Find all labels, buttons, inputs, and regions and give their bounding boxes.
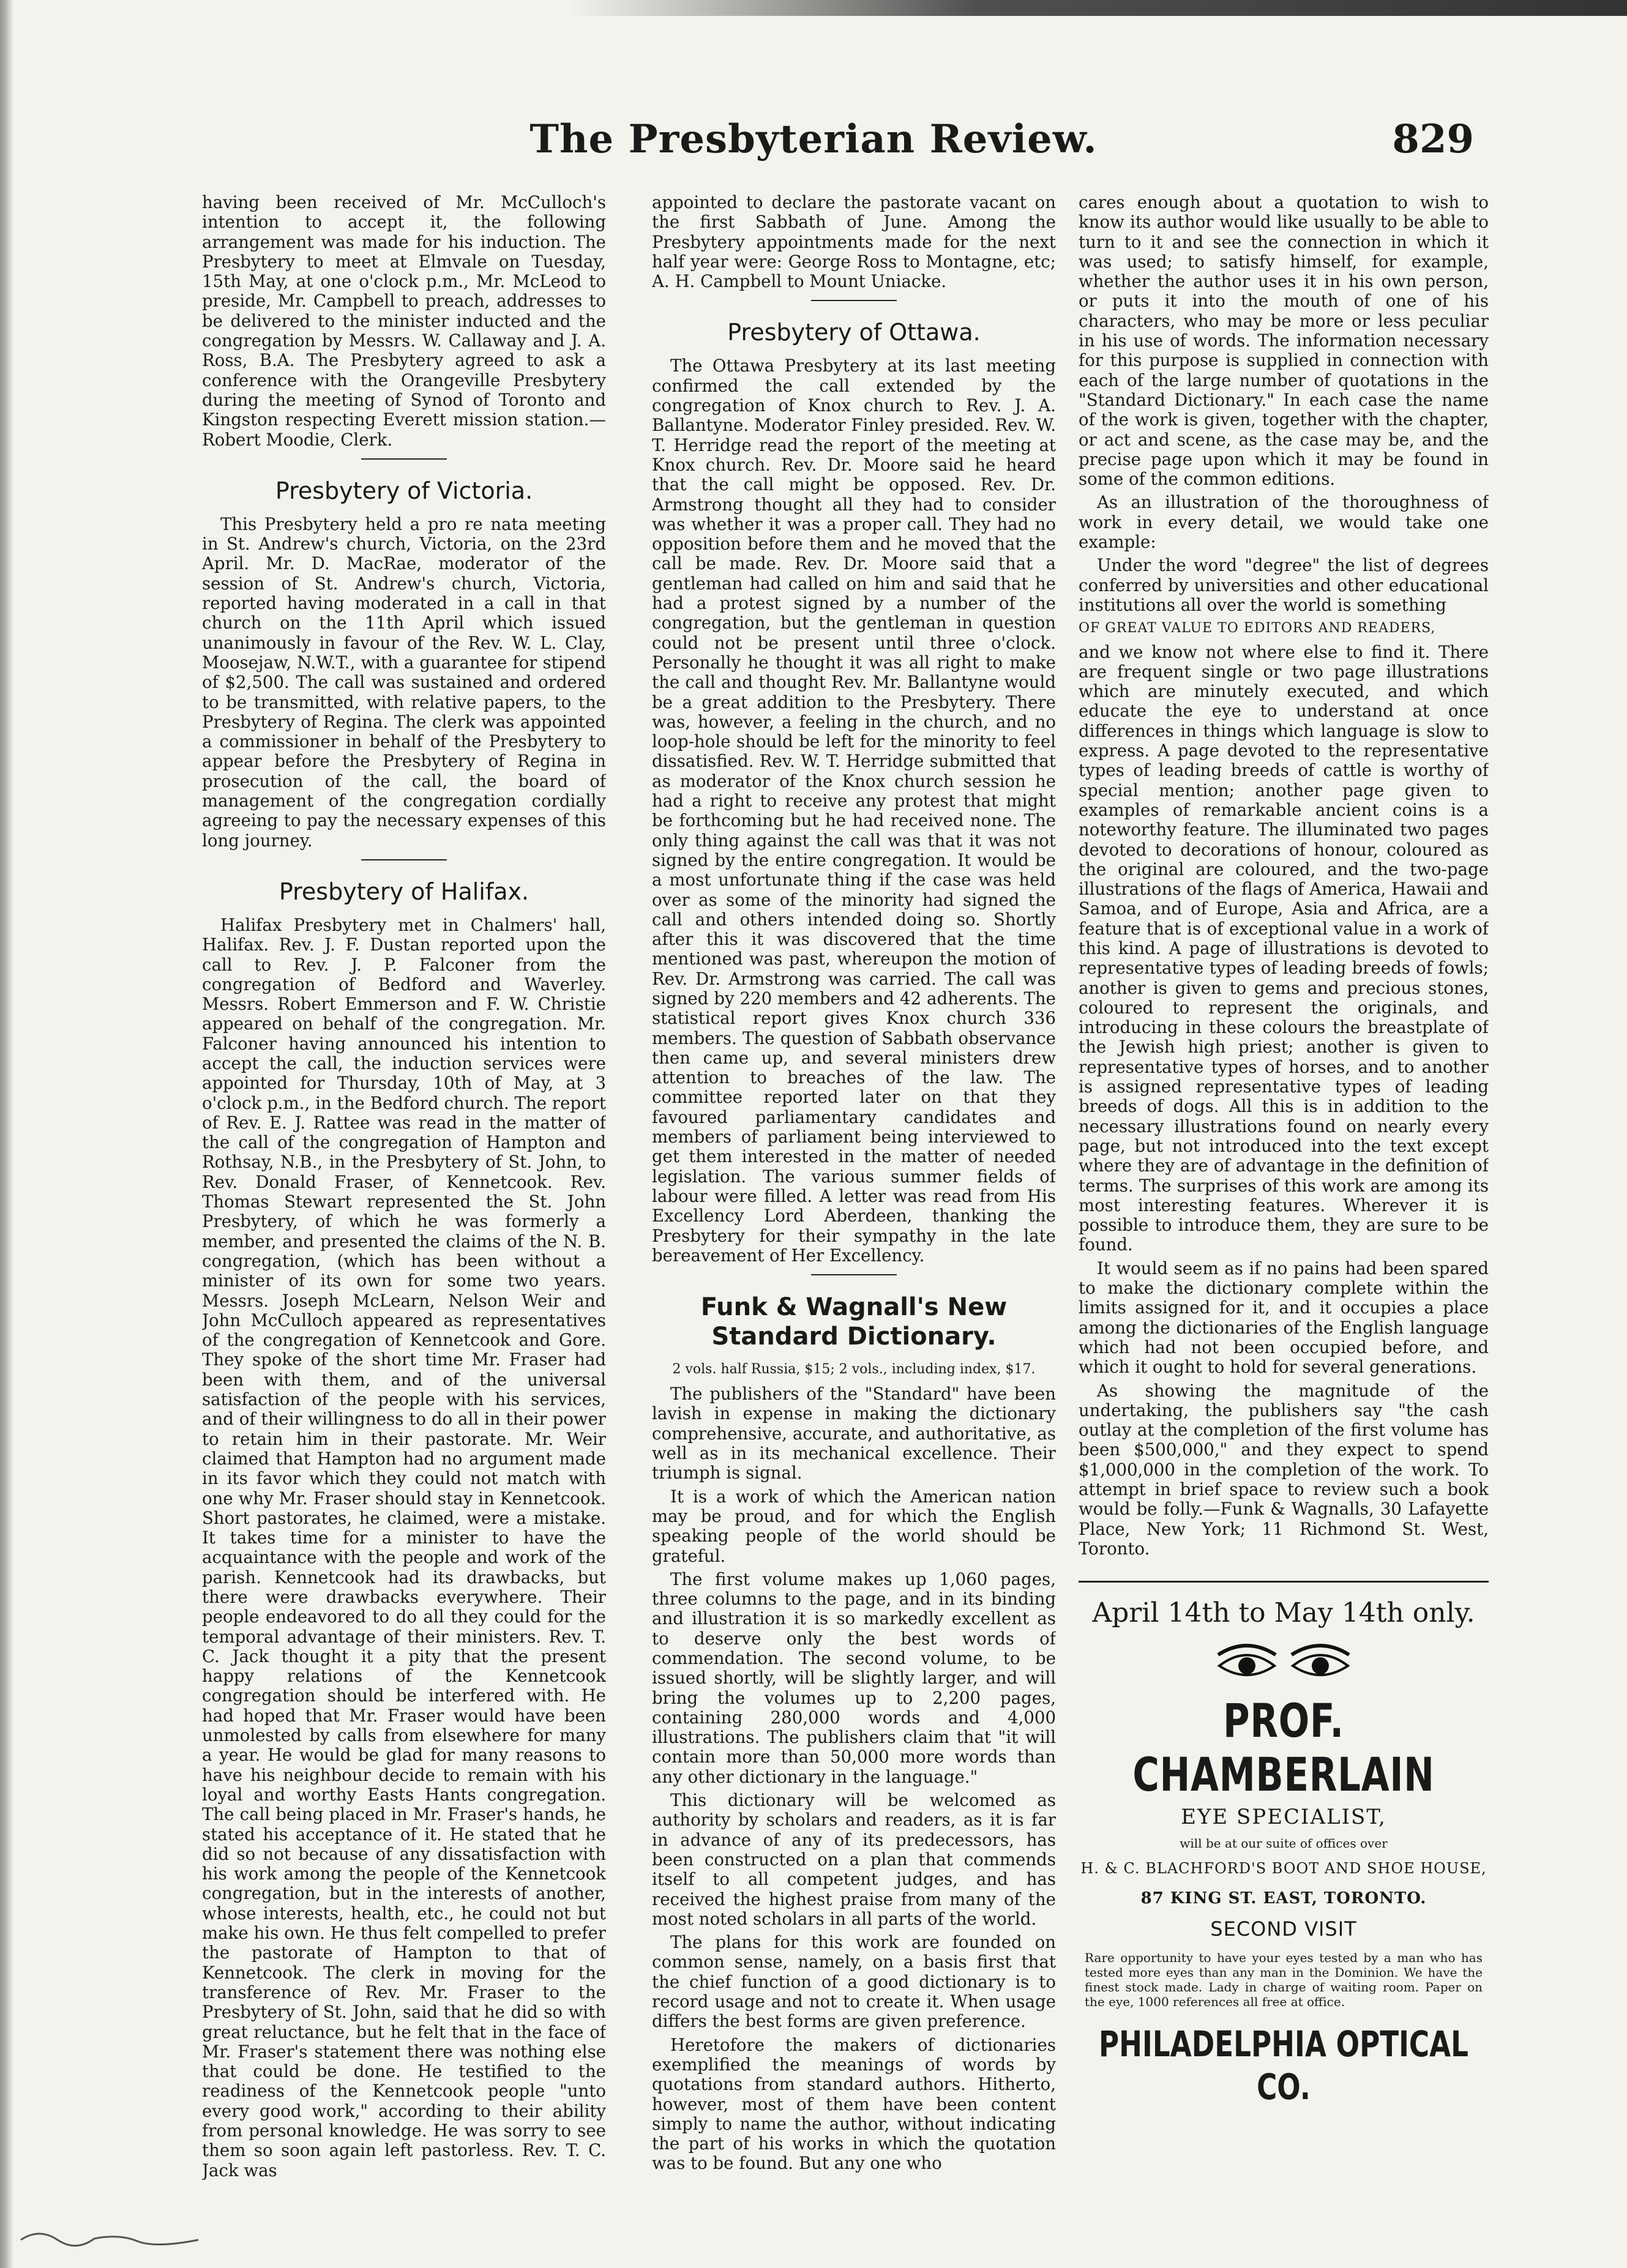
paragraph: Halifax Presbytery met in Chalmers' hall, Halifax. Rev. J. F. Dustan reported upon the call to Rev. J. P. Falconer from the congregation of Bedford and Waverley. Messrs. Robert Emmerson and F. W. Christie appeared on behalf of the congregation. Mr. Falconer having announced his intention to accept the call, the induction services were appointed for Thursday, 10th of May, at 3 o'clock p.m., in the Bedford church. The report of Rev. E. J. Rattee was read in the matter of the call of the congregation of Hampton and Rothsay, N.B., in the Presbytery of St. John, to Rev. Donald Fraser, of Kennetcook. Rev. Thomas Stewart represented the St. John Presbytery, of which he was formerly a member, and presented the claims of the N. B. congregation, (which has been without a minister of its own for some two years. Messrs. Joseph McLearn, Nelson Weir and John McCulloch appeared as representatives of the congregation of Kennetcook and Gore. They spoke of the short time Mr. Fraser had been with them, and of the universal satisfaction of the people with his services, and of their willingness to do all in their power to retain him in their pastorate. Mr. Weir claimed that Hampton had no argument made in its favor which they could not match with one why Mr. Fraser should stay in Kennetcook. Short pastorates, he claimed, were a mistake. It takes time for a minister to have the acquaintance with the people and work of the parish. Kennetcook had its drawbacks, but there were drawbacks everywhere. Their people endeavored to do all they could for the temporal advantage of their ministers. Rev. T. C. Jack thought it a pity that the present happy relations of the Kennetcook congregation should be interfered with. He had hoped that Mr. Fraser would have been unmolested by calls from elsewhere for many a year. He would be glad for many reasons to have his neighbour decide to remain with his loyal and worthy Easts Hants congregation. The call being placed in Mr. Fraser's hands, he stated his acceptance of it. He stated that he did so not because of any dissatisfaction with his work among the people of the Kennetcook congregation, but in the interests of another, whose interests, health, etc., he could not but make his own. He thus felt compelled to prefer the pastorate of Hampton to that of Kennetcook. The clerk in moving for the transference of Rev. Mr. Fraser to the Presbytery of St. John, said that he did so with great reluctance, but he felt that in the face of Mr. Fraser's statement there was nothing else that could be done. He testified to the readiness of the Kennetcook people "unto every good work," according to their ability from personal knowledge. He was sorry to see them so soon again left pastorless. Rev. T. C. Jack was: [202, 914, 606, 2180]
ad-specialty: EYE SPECIALIST,: [1181, 1805, 1386, 1830]
paragraph: appointed to declare the pastorate vacant on the first Sabbath of June. Among the Presbytery appointments made for the next half year were: George Ross to Montagne, etc; A. H. Campbell to Mount Uniacke.: [652, 193, 1056, 292]
paragraph: It is a work of which the American nation may be proud, and for which the English speaking people of the world should be grateful.: [652, 1486, 1056, 1566]
paragraph: Under the word "degree" the list of degrees conferred by universities and other educational institutions all over the world is something: [1079, 555, 1489, 615]
ad-address: 87 KING ST. EAST, TORONTO.: [1140, 1889, 1427, 1908]
paragraph: As showing the magnitude of the undertaking, the publishers say "the cash outlay at the completion of the first volume has been $500,000," and they expect to spend $1,000,000 in the completion of the work. To attempt in brief space to review such a book would be folly.—Funk & Wagnalls, 30 Lafayette Place, New York; 11 Richmond St. West, Toronto.: [1079, 1380, 1489, 1559]
scan-left-edge: [0, 0, 13, 2268]
ad-company: PHILADELPHIA OPTICAL CO.: [1099, 2023, 1468, 2108]
ad-second-visit: SECOND VISIT: [1210, 1917, 1357, 1941]
caps-line: OF GREAT VALUE TO EDITORS AND READERS,: [1079, 621, 1436, 636]
paragraph: This dictionary will be welcomed as authority by scholars and readers, as it is far in advance of any of its predecessors, has been constructed on a plan that commends itself to all competent judges, and has received the highest praise from many of the most noted scholars in all parts of the world.: [652, 1790, 1056, 1929]
paragraph: As an illustration of the thoroughness of work in every detail, we would take one example:: [1079, 492, 1489, 553]
price-line: 2 vols. half Russia, $15; 2 vols., including index, $17.: [672, 1362, 1036, 1378]
section-heading-halifax: Presbytery of Halifax.: [279, 878, 529, 905]
eyes-icon: [1213, 1641, 1354, 1690]
paragraph: and we know not where else to find it. There are frequent single or two page illustrations which are minutely executed, and which educate the eye to understand at once differences in things which language is slow to express. A page devoted to the representative types of leading breeds of cattle is worthy of special mention; another page given to examples of remarkable ancient coins is a noteworthy feature. The illuminated two pages devoted to decorations of honour, coloured as the original are coloured, and the two-page illustrations of the flags of America, Hawaii and Samoa, and of Europe, Asia and Africa, are a feature that is of exceptional value in a work of this kind. A page of illustrations is devoted to representative types of leading breeds of fowls; another is given to gems and precious stones, coloured to represent the originals, and introducing in these colours the breastplate of the Jewish high priest; another is given to representative types of horses, and to another is assigned representative types of leading breeds of dogs. All this is in addition to the necessary illustrations found on nearly every page, but not introduced into the text except where they are of advantage in the definition of terms. The surprises of this work are among its most interesting features. Wherever it is possible to introduce them, they are sure to be found.: [1079, 641, 1489, 1255]
paragraph: The first volume makes up 1,060 pages, three columns to the page, and in its binding and illustration it is so markedly excellent as to deserve only the best words of commendation. The second volume, to be issued shortly, will be slightly larger, and will bring the volumes up to 2,200 pages, containing 280,000 words and 4,000 illustrations. The publishers claim that "it will contain more than 50,000 more words than any other dictionary in the language.": [652, 1569, 1056, 1787]
section-heading-funk: Funk & Wagnall's New Standard Dictionary.: [700, 1293, 1008, 1351]
paragraph: having been received of Mr. McCulloch's intention to accept it, the following arrangement was made for his induction. The Presbytery to meet at Elmvale on Tuesday, 15th May, at one o'clock p.m., Mr. McLeod to preside, Mr. Campbell to preach, addresses to be delivered to the minister inducted and the congregation by Messrs. W. Callaway and J. A. Ross, B.A. The Presbytery agreed to ask a conference with the Orangeville Presbytery during the meeting of Synod of Toronto and Kingston respecting Everett mission station.—Robert Moodie, Clerk.: [202, 193, 606, 450]
section-heading-ottawa: Presbytery of Ottawa.: [727, 319, 981, 346]
column-3: [1079, 193, 1489, 2231]
paragraph: The plans for this work are founded on common sense, namely, on a basis first that the chief function of a good dictionary is to record usage and not to create it. When usage differs the best forms are given preference.: [652, 1932, 1056, 2032]
page-header: [0, 104, 1627, 190]
page-number: 829: [1392, 116, 1474, 162]
scan-top-edge: [0, 0, 1627, 16]
ad-name: PROF. CHAMBERLAIN: [1132, 1693, 1435, 1802]
paragraph: Heretofore the makers of dictionaries exemplified the meanings of words by quotations from standard authors. Hitherto, however, most of them have been content simply to name the author, without indicating the part of his works in which the quotation was to be found. But any one who: [652, 2034, 1056, 2174]
ad-fine-print: Rare opportunity to have your eyes tested by a man who has tested more eyes than any man in the Dominion. We have the finest stock made. Lady in charge of waiting room. Paper on the eye, 1000 references all free at office.: [1085, 1950, 1483, 2009]
paragraph: The Ottawa Presbytery at its last meeting confirmed the call extended by the congregation of Knox church to Rev. J. A. Ballantyne. Moderator Finley presided. Rev. W. T. Herridge read the report of the meeting at Knox church. Rev. Dr. Moore said he heard that the call might be opposed. Rev. Dr. Armstrong thought all they had to consider was whether it was a proper call. They had no opposition before them and he moved that the call be made. Rev. Dr. Moore said that a gentleman had called on him and said that he had a protest signed by a number of the congregation, but the gentleman in question could not be present until three o'clock. Personally he thought it was all right to make the call and thought Rev. Mr. Ballantyne would be a great addition to the Presbytery. There was, however, a feeling in the church, and no loop-hole should be left for the minority to feel dissatisfied. Rev. W. T. Herridge submitted that as moderator of the Knox church session he had a right to receive any protest that might be forthcoming but he had received none. The only thing against the call was that it was not signed by the entire congregation. It would be a most unfortunate thing if the case was held over as some of the minority had signed the call and others intended doing so. Shortly after this it was discovered that the time mentioned was past, whereupon the motion of Rev. Dr. Armstrong was carried. The call was signed by 220 members and 42 adherents. The statistical report gives Knox church 336 members. The question of Sabbath observance then came up, and several ministers drew attention to breaches of the law. The committee reported later on that they favoured parliamentary candidates and members of parliament being interviewed to get them interested in the matter of needed legislation. The various summer fields of labour were filled. A letter was read from His Excellency Lord Aberdeen, thanking the Presbytery for their sympathy in the late bereavement of Her Excellency.: [652, 356, 1056, 1266]
section-heading-victoria: Presbytery of Victoria.: [275, 477, 533, 504]
paragraph: The publishers of the "Standard" have been lavish in expense in making the dictionary comprehensive, accurate, and authoritative, as well as in its mechanical excellence. Their triumph is signal.: [652, 1384, 1056, 1483]
divider: [361, 859, 447, 860]
divider: [811, 300, 897, 301]
ad-dates: April 14th to May 14th only.: [1092, 1597, 1475, 1629]
ad-store: H. & C. BLACHFORD'S BOOT AND SHOE HOUSE,: [1080, 1860, 1487, 1878]
paragraph: cares enough about a quotation to wish to know its author would like usually to be able to turn to it and see the connection in which it was used; to satisfy himself, for example, whether the author uses it in his own person, or puts it into the mouth of one of his characters, who may be more or less peculiar in his use of words. The information necessary for this purpose is supplied in connection with each of the large number of quotations in the "Standard Dictionary." In each case the name of the work is given, together with the chapter, or act and scene, as the case may be, and the precise page upon which it may be found in some of the common editions.: [1079, 193, 1489, 490]
paragraph: This Presbytery held a pro re nata meeting in St. Andrew's church, Victoria, on the 23rd April. Mr. D. MacRae, moderator of the session of St. Andrew's church, Victoria, reported having moderated in a call in that church on the 11th April which issued unanimously in favour of the Rev. W. L. Clay, Moosejaw, N.W.T., with a guarantee for stipend of $2,500. The call was sustained and ordered to be transmitted, with relative papers, to the Presbytery of Regina. The clerk was appointed a commissioner in behalf of the Presbytery to appear before the Presbytery of Regina in prosecution of the call, the board of management of the congregation cordially agreeing to pay the necessary expenses of this long journey.: [202, 513, 606, 851]
advertisement: [1079, 1581, 1489, 2108]
paragraph: It would seem as if no pains had been spared to make the dictionary complete within the limits assigned for it, and it occupies a place among the dictionaries of the English language which had not been occupied before, and which it ought to hold for several generations.: [1079, 1258, 1489, 1378]
ad-at: will be at our suite of offices over: [1180, 1836, 1388, 1851]
column-2: [652, 193, 1056, 2231]
column-1: [202, 193, 606, 2231]
divider: [811, 1274, 897, 1275]
scan-mark: [15, 2221, 211, 2252]
divider: [361, 458, 447, 460]
page-title: The Presbyterian Review.: [529, 116, 1098, 162]
